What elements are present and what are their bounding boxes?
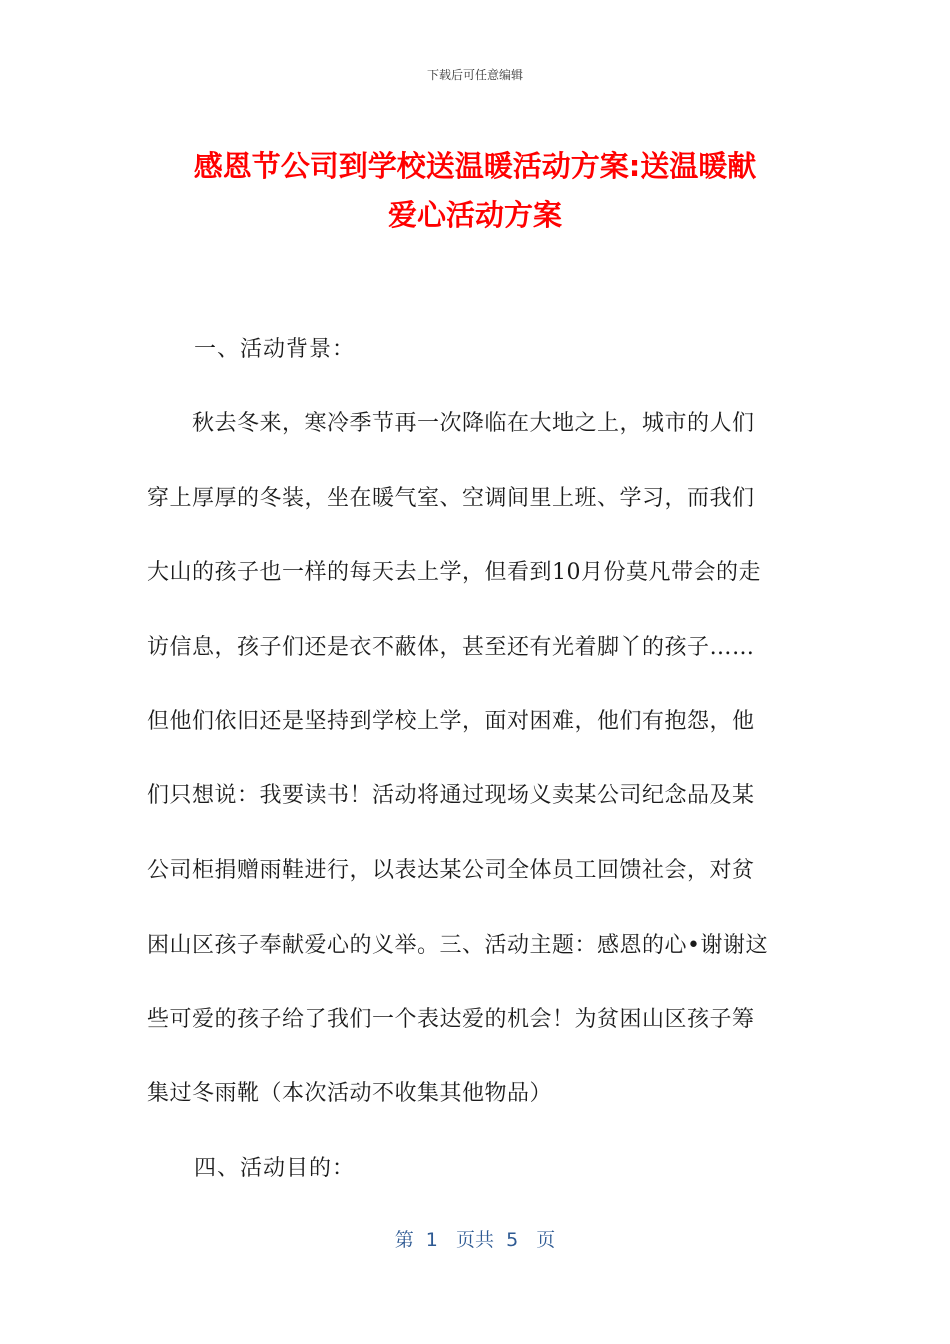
header-note: 下载后可任意编辑 [426,68,523,82]
paragraph-line: 们只想说：我要读书！活动将通过现场义卖某公司纪念品及某 [147,783,755,808]
title-line-1: 感恩节公司到学校送温暖活动方案:送温暖献 [193,149,757,183]
paragraph-line: 些可爱的孩子给了我们一个表达爱的机会！为贫困山区孩子筹 [147,1007,755,1032]
paragraph-line: 困山区孩子奉献爱心的义举。三、活动主题：感恩的心•谢谢这 [147,933,768,958]
paragraph-line: 集过冬雨靴（本次活动不收集其他物品） [147,1081,553,1106]
paragraph-line: 公司柜捐赠雨鞋进行，以表达某公司全体员工回馈社会，对贫 [147,858,755,883]
document-title [140,142,810,240]
paragraph-line: 大山的孩子也一样的每天去上学，但看到10月份莫凡带会的走 [147,560,761,585]
paragraph-line: 但他们依旧还是坚持到学校上学，面对困难，他们有抱怨，他 [147,709,755,734]
section-heading-background: 一、活动背景： [194,337,356,362]
page-footer: 第 1 页共 5 页 [394,1229,556,1251]
paragraph-line: 穿上厚厚的冬装，坐在暖气室、空调间里上班、学习，而我们 [147,486,755,511]
paragraph-line: 访信息，孩子们还是衣不蔽体，甚至还有光着脚丫的孩子…… [147,635,755,660]
section-heading-purpose: 四、活动目的： [194,1156,356,1181]
paragraph-line: 秋去冬来，寒冷季节再一次降临在大地之上，城市的人们 [147,411,755,436]
title-line-2: 爱心活动方案 [387,198,562,232]
